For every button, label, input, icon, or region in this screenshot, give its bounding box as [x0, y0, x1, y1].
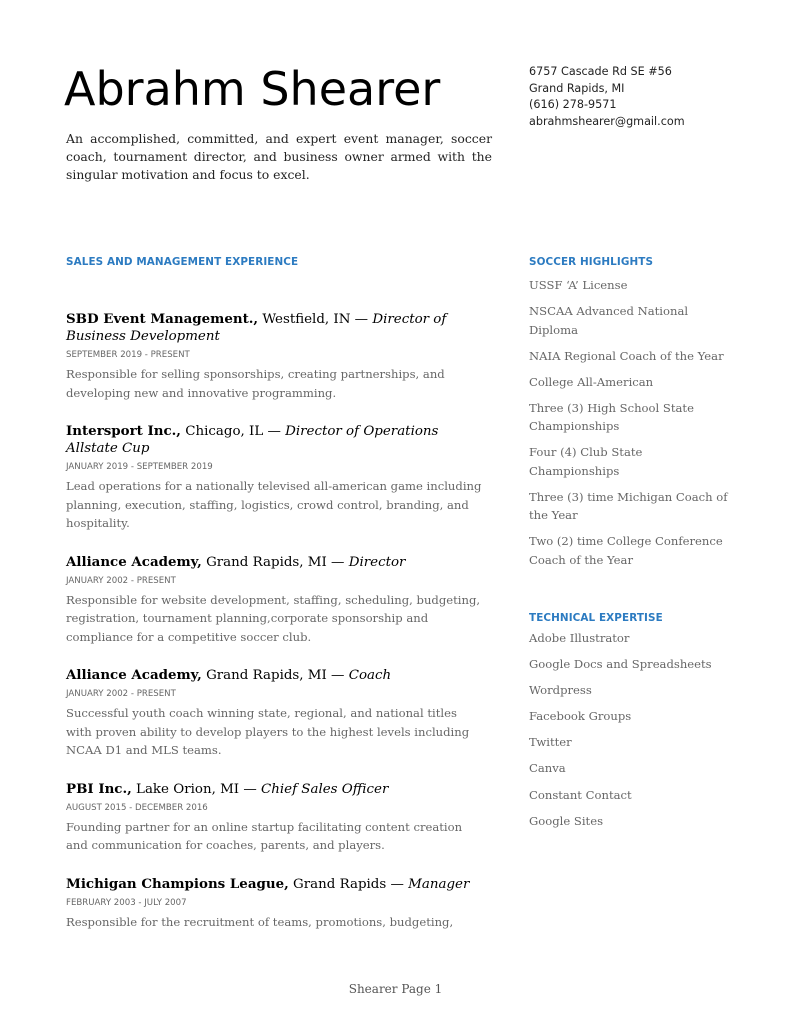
experience-heading: SALES AND MANAGEMENT EXPERIENCE [66, 256, 299, 268]
phone: (616) 278-9571 [529, 98, 617, 111]
technical-expertise-heading: TECHNICAL EXPERTISE [529, 611, 663, 624]
soccer-highlights-list [529, 276, 729, 569]
sidebar [529, 256, 729, 838]
contact-block [529, 64, 685, 130]
job-location: Lake Orion, MI — [131, 781, 261, 797]
job-role: Director of Operations Allstate Cup [66, 424, 439, 456]
soccer-highlights-heading: SOCCER HIGHLIGHTS [529, 256, 654, 268]
experience-section [66, 256, 486, 931]
job-location: Grand Rapids, MI — [201, 668, 349, 683]
job-entry [66, 876, 486, 932]
job-entry [66, 311, 486, 402]
job-title [66, 554, 486, 571]
list-item: Google Sites [529, 813, 604, 828]
list-item: Constant Contact [529, 787, 632, 802]
list-item: Twitter [529, 735, 572, 750]
job-role: Director of Business Development [66, 312, 447, 344]
job-dates: FEBRUARY 2003 - JULY 2007 [66, 897, 187, 908]
job-location: Grand Rapids, MI — [201, 554, 349, 570]
job-entry [66, 554, 486, 647]
job-title [66, 423, 486, 457]
technical-expertise-list [529, 629, 729, 831]
list-item: Four (4) Club State Championships [529, 445, 643, 478]
list-item: NAIA Regional Coach of the Year [529, 348, 724, 363]
job-location: Grand Rapids — [288, 876, 409, 892]
list-item: NSCAA Advanced National Diploma [529, 304, 689, 337]
list-item: Wordpress [529, 682, 592, 697]
job-title [66, 667, 486, 684]
list-item: Canva [529, 761, 566, 776]
job-role: Chief Sales Officer [261, 781, 389, 797]
email: abrahmshearer@gmail.com [529, 114, 685, 128]
job-dates: SEPTEMBER 2019 - PRESENT [66, 350, 190, 360]
job-dates: JANUARY 2002 - PRESENT [66, 689, 176, 699]
job-description: Responsible for website development, staffing, scheduling, budgeting, registration, tournament planning,corporate sponsorship and compliance for a competitive soccer club. [66, 592, 481, 644]
job-title [66, 876, 486, 893]
job-dates: JANUARY 2002 - PRESENT [66, 575, 176, 586]
address-line-2: Grand Rapids, MI [529, 81, 625, 95]
job-entry [66, 781, 486, 855]
job-org: SBD Event Management., [66, 311, 259, 327]
list-item: Facebook Groups [529, 709, 632, 724]
job-org: Alliance Academy, [66, 667, 202, 683]
job-description: Successful youth coach winning state, regional, and national titles with proven ability to develop players to the highest levels including NCAA D1 and MLS teams. [66, 706, 470, 757]
list-item: USSF ‘A’ License [529, 278, 628, 292]
job-org: PBI Inc., [66, 780, 132, 797]
job-role: Coach [348, 668, 392, 683]
job-title [66, 781, 486, 798]
job-role: Manager [408, 876, 470, 892]
list-item: Google Docs and Spreadsheets [529, 656, 712, 671]
job-entry [66, 667, 486, 760]
address-line-1: 6757 Cascade Rd SE #56 [529, 65, 672, 78]
list-item: Two (2) time College Conference Coach of the Year [529, 534, 723, 567]
job-description: Responsible for selling sponsorships, creating partnerships, and developing new and innovative programming. [66, 367, 445, 400]
list-item: Three (3) time Michigan Coach of the Year [529, 489, 728, 522]
summary: An accomplished, committed, and expert event manager, soccer coach, tournament director, and business owner armed with the singular motivation and focus to excel. [66, 131, 492, 182]
job-dates: JANUARY 2019 - SEPTEMBER 2019 [66, 462, 213, 472]
job-org: Michigan Champions League, [66, 875, 289, 892]
list-item: Adobe Illustrator [529, 630, 630, 645]
job-location: Chicago, IL — [180, 424, 286, 439]
job-org: Alliance Academy, [66, 553, 202, 570]
job-description: Lead operations for a nationally televised all-american game including planning, execution, staffing, logistics, crowd control, branding, and hospitality. [66, 479, 482, 530]
list-item: College All-American [529, 374, 654, 389]
job-role: Director [348, 554, 406, 570]
job-description: Founding partner for an online startup facilitating content creation and communication for coaches, parents, and players. [66, 819, 463, 852]
job-title [66, 311, 486, 345]
job-description: Responsible for the recruitment of teams, promotions, budgeting, [66, 914, 454, 929]
job-entry [66, 423, 486, 533]
job-org: Intersport Inc., [66, 423, 181, 439]
job-location: Westfield, IN — [258, 312, 373, 327]
page-footer: Shearer Page 1 [348, 982, 443, 996]
candidate-name: Abrahm Shearer [64, 62, 441, 116]
job-dates: AUGUST 2015 - DECEMBER 2016 [66, 802, 208, 813]
list-item: Three (3) High School State Championships [529, 400, 694, 433]
